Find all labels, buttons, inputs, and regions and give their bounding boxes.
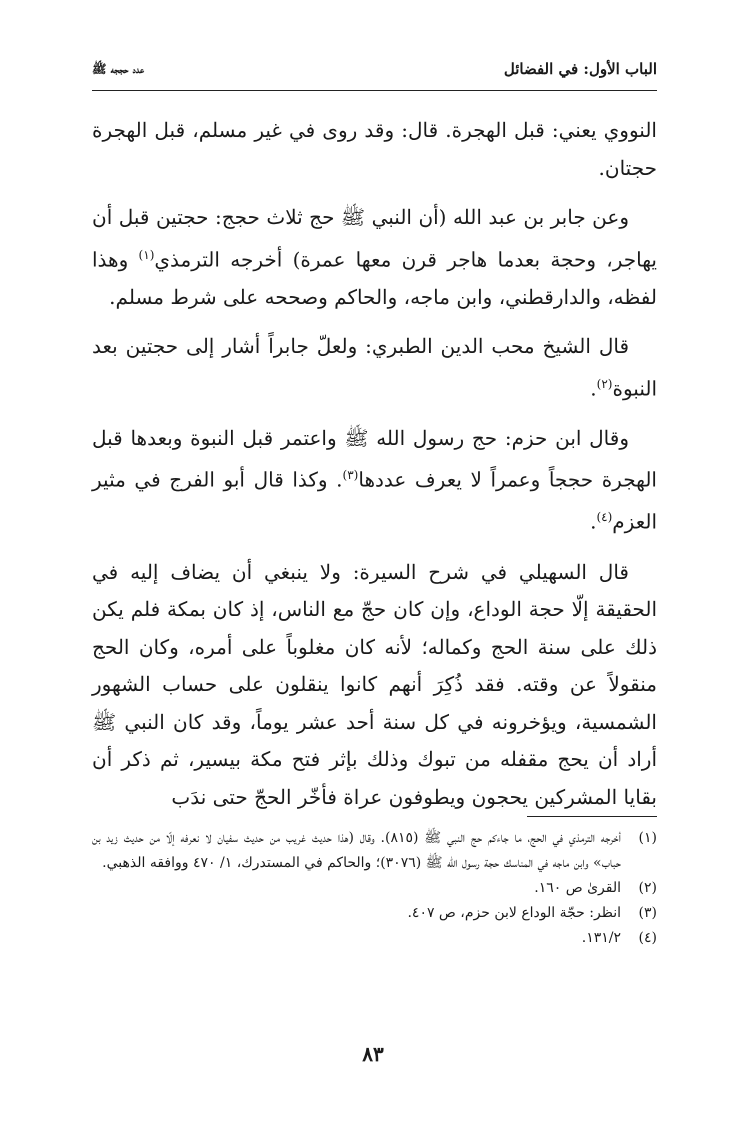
footnote-item (92, 901, 657, 926)
footnote-item (92, 926, 657, 951)
footnote-text: ١٣١/٢. (581, 930, 621, 946)
page-number: ٨٣ (362, 1042, 384, 1066)
paragraph-text: وهذا لفظه، والدارقطني، وابن ماجه، والحاكم وصححه على شرط مسلم. (92, 247, 657, 309)
footnote-ref[interactable]: (٤) (596, 510, 613, 525)
main-text (92, 112, 657, 828)
footnote-number: (٢) (638, 880, 657, 896)
paragraph-text: . وكذا قال أبو الفرج في مثير العزم (92, 467, 657, 535)
footnotes (92, 826, 657, 951)
footnote-divider (527, 816, 657, 817)
footnote-ref[interactable]: (٣) (342, 468, 359, 483)
paragraph: قال السهيلي في شرح السيرة: ولا ينبغي أن يضاف إليه في الحقيقة إلّا حجة الوداع، وإن كان حجّ مع الناس، إذ كان بمكة فلم يكن ذلك على سنة الحج وكماله؛ لأنه كان مغلوباً على أمره، وكان الحج منقولاً عن وقته. فقد ذُكِرَ أنهم كانوا ينقلون على حساب الشهور الشمسية، ويؤخرونه في كل سنة أحد عشر يوماً، وقد كان النبي ﷺ أراد أن يحج مقفله من تبوك وذلك بإثر فتح مكة بيسير، ثم ذكر أن بقايا المشركين يحجون ويطوفون عراة فأخّر الحجّ حتى ندَب (92, 559, 657, 809)
running-title: عدد حججه ﷺ (92, 62, 145, 76)
paragraph-text: وقال ابن حزم: حج رسول الله ﷺ واعتمر قبل النبوة وبعدها قبل الهجرة حججاً وعمراً لا يعرف عددها (92, 425, 657, 492)
paragraph-text: وعن جابر بن عبد الله (أن النبي ﷺ حج ثلاث حجج: حجتين قبل أن يهاجر، وحجة بعدما هاجر قرن معها عمرة) أخرجه الترمذي (92, 205, 657, 272)
paragraph (92, 199, 657, 316)
paragraph (92, 328, 657, 408)
paragraph-text: . (590, 376, 597, 401)
footnote-ref[interactable]: (٢) (596, 376, 613, 391)
section-title: الباب الأول: في الفضائل (503, 60, 657, 78)
footnote-ref[interactable]: (١) (138, 247, 155, 262)
footnote-number: (٣) (638, 905, 657, 921)
footnote-text: أخرجه الترمذي في الحج، ما جاءكم حج النبي ﷺ (٨١٥). وقال (هذا حديث غريب من حديث سفيان لا نعرفه إلّا من حديث زيد بن حباب» وابن ماجه في المناسك حجة رسول الله ﷺ (٣٠٧٦)؛ والحاكم في المستدرك، ١/ ٤٧٠ ووافقه الذهبي. (92, 830, 622, 871)
footnote-number: (٤) (638, 930, 657, 946)
running-header (92, 56, 657, 91)
paragraph-text: قال الشيخ محب الدين الطبري: ولعلّ جابراً أشار إلى حجتين بعد النبوة (92, 334, 657, 401)
footnote-item (92, 876, 657, 901)
paragraph-text: . (590, 510, 597, 535)
paragraph: النووي يعني: قبل الهجرة. قال: وقد روى في غير مسلم، قبل الهجرة حجتان. (92, 118, 657, 180)
paragraph (92, 420, 657, 542)
footnote-text: انظر: حجّة الوداع لابن حزم، ص ٤٠٧. (407, 905, 621, 921)
footnote-number: (١) (638, 830, 657, 846)
footnote-item (92, 826, 657, 876)
footnote-text: القرىٰ ص ١٦٠. (534, 880, 621, 896)
